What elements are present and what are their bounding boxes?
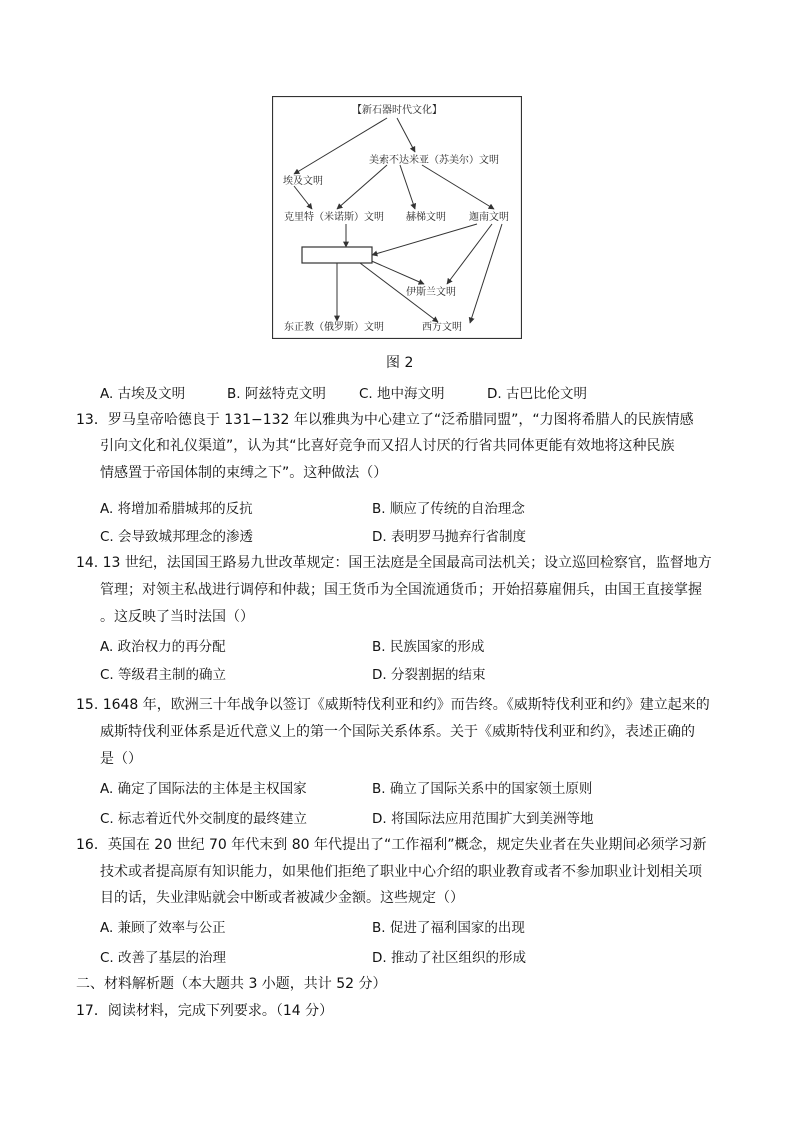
q16-option-d: D. 推动了社区组织的形成: [372, 950, 526, 966]
q16-option-b: B. 促进了福利国家的出现: [372, 920, 525, 936]
diagram-title: 【新石器时代文化】: [352, 105, 442, 116]
node-egypt: 埃及文明: [283, 176, 323, 187]
q16-option-c: C. 改善了基层的治理: [100, 950, 227, 966]
q15-text-line: 是（）: [100, 751, 142, 767]
q16-text-line: 技术或者提高原有知识能力，如果他们拒绝了职业中心介绍的职业教育或者不参加职业计划相关项: [100, 864, 702, 880]
node-mesopotamia: 美索不达米亚（苏美尔）文明: [369, 155, 499, 166]
node-islam: 伊斯兰文明: [406, 287, 456, 298]
section-heading: 二、材料解析题（本大题共 3 小题，共计 52 分）: [76, 976, 387, 992]
civilization-diagram: [272, 96, 522, 339]
node-crete: 克里特（米诺斯）文明: [284, 212, 384, 223]
q12-option-b: B. 阿兹特克文明: [227, 386, 326, 402]
q12-option-d: D. 古巴比伦文明: [487, 386, 587, 402]
q13-option-d: D. 表明罗马抛弃行省制度: [372, 529, 526, 545]
q13-option-c: C. 会导致城邦理念的渗透: [100, 529, 254, 545]
q13-option-b: B. 顺应了传统的自治理念: [372, 501, 525, 517]
q14-option-c: C. 等级君主制的确立: [100, 667, 227, 683]
blank-answer-box: [302, 247, 372, 263]
node-orthodox: 东正教（俄罗斯）文明: [284, 322, 384, 333]
q12-option-a: A. 古埃及文明: [100, 386, 186, 402]
q14-option-a: A. 政治权力的再分配: [100, 639, 226, 655]
q15-option-a: A. 确定了国际法的主体是主权国家: [100, 781, 307, 797]
q14-text-line: 。这反映了当时法国（）: [100, 609, 254, 625]
q16-option-a: A. 兼顾了效率与公正: [100, 920, 226, 936]
q15-text-line: 15. 1648 年，欧洲三十年战争以签订《威斯特伐利亚和约》而告终。《威斯特伐利亚和约》建立起来的: [76, 697, 710, 713]
node-western: 西方文明: [422, 322, 462, 333]
figure-caption: 图 2: [386, 355, 414, 371]
q15-option-c: C. 标志着近代外交制度的最终建立: [100, 811, 308, 827]
q17-text-line: 17．阅读材料，完成下列要求。（14 分）: [76, 1003, 334, 1019]
q13-text-line: 情感置于帝国体制的束缚之下”。这种做法（）: [100, 465, 388, 481]
q14-option-d: D. 分裂割据的结束: [372, 667, 486, 683]
q13-text-line: 13．罗马皇帝哈德良于 131−132 年以雅典为中心建立了“泛希腊同盟”，“力图将希腊人的民族情感: [76, 412, 694, 428]
node-hittite: 赫梯文明: [406, 212, 446, 223]
q15-option-b: B. 确立了国际关系中的国家领土原则: [372, 781, 593, 797]
q12-option-c: C. 地中海文明: [359, 386, 445, 402]
q15-option-d: D. 将国际法应用范围扩大到美洲等地: [372, 811, 594, 827]
q16-text-line: 目的话，失业津贴就会中断或者被减少金额。这些规定（）: [100, 890, 464, 906]
q14-text-line: 管理；对领主私战进行调停和仲裁；国王货币为全国流通货币；开始招募雇佣兵，由国王直接掌握: [100, 582, 702, 598]
q13-text-line: 引向文化和礼仪渠道”，认为其“比喜好竞争而又招人讨厌的行省共同体更能有效地将这种民族: [100, 438, 675, 454]
q16-text-line: 16．英国在 20 世纪 70 年代末到 80 年代提出了“工作福利”概念，规定失业者在失业期间必须学习新: [76, 837, 707, 853]
node-levant: 迦南文明: [469, 212, 509, 223]
q14-option-b: B. 民族国家的形成: [372, 639, 485, 655]
q14-text-line: 14. 13 世纪，法国国王路易九世改革规定：国王法庭是全国最高司法机关；设立巡回检察官，监督地方: [76, 555, 712, 571]
q13-option-a: A. 将增加希腊城邦的反抗: [100, 501, 253, 517]
q15-text-line: 威斯特伐利亚体系是近代意义上的第一个国际关系体系。关于《威斯特伐利亚和约》，表述正确的: [100, 724, 695, 740]
